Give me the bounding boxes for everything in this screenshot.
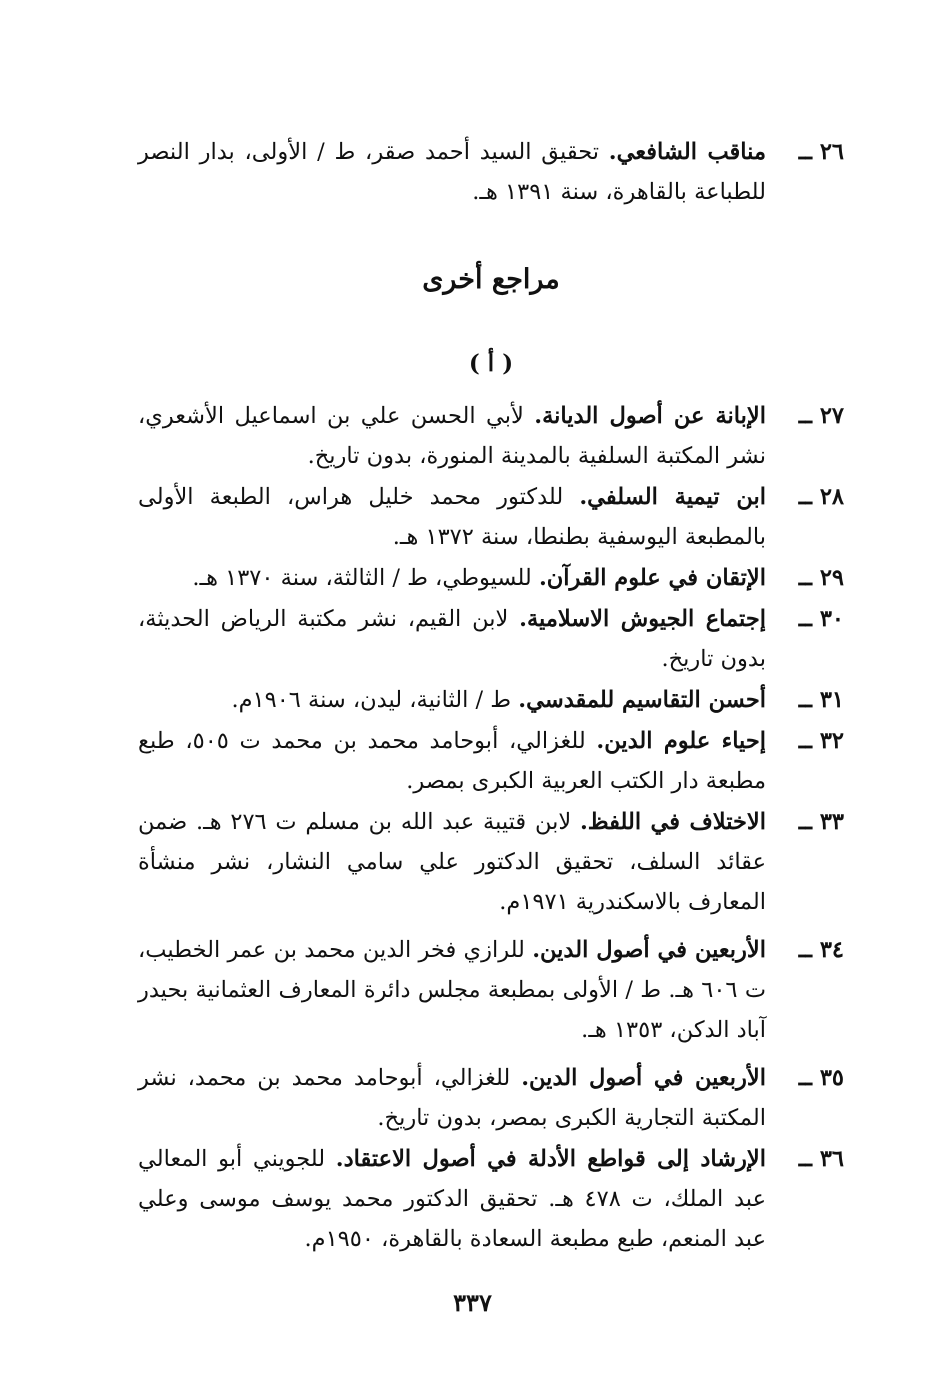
bibliography-entry: [138, 558, 844, 598]
entry-details: للسيوطي، ط / الثالثة، سنة ١٣٧٠ هـ.: [192, 565, 539, 591]
bibliography-entry: [138, 396, 844, 476]
entry-title: الاختلاف في اللفظ.: [579, 809, 767, 835]
entry-number: ٣٣ ــ: [798, 809, 844, 835]
entry-number: ٣٥ ــ: [798, 1065, 844, 1091]
bibliography-entry: [138, 802, 844, 922]
bibliography-entry: [138, 1139, 844, 1259]
entry-details: ط / الثانية، ليدن، سنة ١٩٠٦م.: [231, 687, 519, 713]
entry-title: الإتقان في علوم القرآن.: [538, 565, 766, 591]
entry-title: إجتماع الجيوش الاسلامية.: [519, 606, 766, 632]
bibliography: [138, 132, 844, 1260]
section-heading: مراجع أخرى: [422, 264, 560, 295]
bibliography-entry: [138, 599, 844, 679]
entry-number: ٣٢ ــ: [798, 728, 844, 754]
entry-number: ٢٦ ــ: [798, 139, 844, 165]
entry-number: ٢٨ ــ: [798, 484, 844, 510]
bibliography-entry: [138, 680, 844, 720]
entry-details: للجويني أبو المعالي عبد الملك، ت ٤٧٨ هـ. تحقيق الدكتور محمد يوسف موسى وعلي عبد المنعم، طبع مطبعة السعادة بالقاهرة، ١٩٥٠م.: [138, 1146, 766, 1252]
entry-details: للغزالي، أبوحامد محمد بن محمد، نشر المكتبة التجارية الكبرى بمصر، بدون تاريخ.: [138, 1065, 766, 1131]
entry-title: أحسن التقاسيم للمقدسي.: [518, 687, 766, 713]
entry-details: تحقيق السيد أحمد صقر، ط / الأولى، بدار النصر للطباعة بالقاهرة، سنة ١٣٩١ هـ.: [138, 139, 766, 205]
entry-title: الإبانة عن أصول الديانة.: [534, 403, 766, 429]
entry-title: ابن تيمية السلفي.: [579, 484, 766, 510]
entry-details: لابن قتيبة عبد الله بن مسلم ت ٢٧٦ هـ. ضمن عقائد السلف، تحقيق الدكتور علي سامي النشار، نشر منشأة المعارف بالاسكندرية ١٩٧١م.: [138, 809, 766, 915]
bibliography-entry: [138, 930, 844, 1050]
entry-details: للرازي فخر الدين محمد بن عمر الخطيب، ت ٦٠٦ هـ. ط / الأولى بمطبعة مجلس دائرة المعارف العثمانية بحيدر آباد الدكن، ١٣٥٣ هـ.: [138, 937, 766, 1043]
entry-details: للغزالي، أبوحامد محمد بن محمد ت ٥٠٥، طبع مطبعة دار الكتب العربية الكبرى بمصر.: [138, 728, 766, 794]
entry-title: الأربعين في أصول الدين.: [521, 1065, 767, 1091]
bibliography-entry: [138, 1058, 844, 1138]
entry-title: الأربعين في أصول الدين.: [532, 937, 766, 963]
entry-number: ٣١ ــ: [798, 687, 844, 713]
section-letter: ( أ ): [468, 350, 514, 377]
entry-number: ٣٤ ــ: [798, 937, 844, 963]
bibliography-entry: [138, 132, 844, 212]
entry-number: ٣٠ ــ: [798, 606, 844, 632]
entry-details: للدكتور محمد خليل هراس، الطبعة الأولى بالمطبعة اليوسفية بطنطا، سنة ١٣٧٢ هـ.: [138, 484, 766, 550]
entry-number: ٢٧ ــ: [798, 403, 844, 429]
entry-title: إحياء علوم الدين.: [596, 728, 767, 754]
entry-number: ٢٩ ــ: [798, 565, 844, 591]
bibliography-entry: [138, 721, 844, 801]
entry-title: مناقب الشافعي.: [608, 139, 766, 165]
bibliography-entry: [138, 477, 844, 557]
entry-title: الإرشاد إلى قواطع الأدلة في أصول الاعتقاد.: [335, 1146, 766, 1172]
entry-details: لأبي الحسن علي بن اسماعيل الأشعري، نشر المكتبة السلفية بالمدينة المنورة، بدون تاريخ.: [138, 403, 766, 469]
entry-details: لابن القيم، نشر مكتبة الرياض الحديثة، بدون تاريخ.: [138, 606, 766, 672]
page-number: ٣٣٧: [453, 1288, 492, 1317]
entry-number: ٣٦ ــ: [798, 1146, 844, 1172]
